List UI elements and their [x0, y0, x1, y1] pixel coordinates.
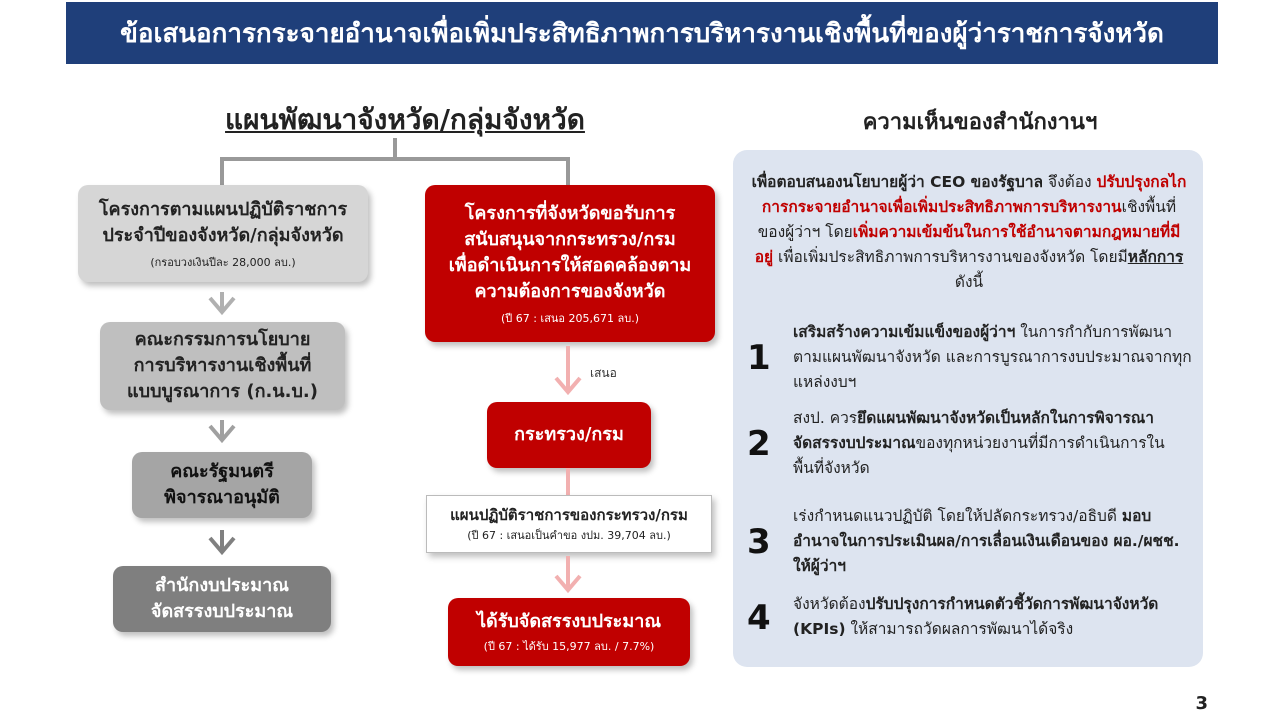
- point-1-rest: ในการกำกับการพัฒนาตามแผนพัฒนาจังหวัด และการบูรณาการงบประมาณจากทุกแหล่งงบฯ: [793, 323, 1192, 391]
- intro-part-7: หลักการ: [1127, 248, 1184, 266]
- down-arrow-icon: [206, 530, 238, 560]
- point-2-number: 2: [747, 424, 771, 464]
- intro-part-2: จึงต้อง: [1043, 173, 1092, 191]
- point-3-pre: เร่งกำหนดแนวปฏิบัติ โดยให้ปลัดกระทรวง/อธิบดี: [793, 507, 1122, 525]
- connector-pink: [566, 468, 570, 496]
- page-number: 3: [1195, 693, 1208, 714]
- point-1-text: [793, 320, 1193, 395]
- point-4-rest: ให้สามารถวัดผลการพัฒนาได้จริง: [845, 620, 1074, 638]
- intro-part-4: เชิงพื้นที่ของผู้ว่าฯ โดย: [757, 198, 1177, 241]
- gray-box-1-main: โครงการตามแผนปฏิบัติราชการ ประจำปีของจังหวัด/กลุ่มจังหวัด: [98, 198, 348, 246]
- slide-title: ข้อเสนอการกระจายอำนาจเพื่อเพิ่มประสิทธิภาพการบริหารงานเชิงพื้นที่ของผู้ว่าราชการจังหวัด: [66, 2, 1218, 64]
- gray-box-2-main: คณะกรรมการนโยบาย การบริหารงานเชิงพื้นที่ แบบบูรณาการ (ก.น.บ.): [127, 329, 318, 402]
- connector-horizontal: [220, 157, 570, 161]
- down-arrow-icon: [206, 292, 238, 320]
- connector-left-drop: [220, 157, 224, 185]
- red-box-ministry: [487, 402, 651, 468]
- gray-box-knb-committee: [100, 322, 345, 410]
- propose-label: เสนอ: [590, 366, 617, 380]
- down-arrow-icon: [206, 420, 238, 446]
- opinion-panel: [733, 150, 1203, 667]
- gray-box-4-main: สำนักงบประมาณ จัดสรรงบประมาณ: [150, 575, 294, 622]
- red-box-4-main: ได้รับจัดสรรงบประมาณ: [476, 611, 662, 632]
- point-1-bold: เสริมสร้างความเข้มแข็งของผู้ว่าฯ: [793, 323, 1016, 341]
- down-arrow-icon: [552, 556, 584, 596]
- point-1-number: 1: [747, 338, 771, 378]
- connector-right-drop: [566, 157, 570, 185]
- intro-paragraph: [751, 170, 1187, 295]
- gray-box-budget-bureau: [113, 566, 331, 632]
- point-2-pre: สงป. ควร: [793, 409, 858, 427]
- gray-box-3-main: คณะรัฐมนตรี พิจารณาอนุมัติ: [164, 461, 280, 508]
- right-heading: ความเห็นของสำนักงานฯ: [862, 110, 1098, 135]
- point-2-text: [793, 406, 1193, 481]
- red-box-2-main: กระทรวง/กรม: [514, 424, 624, 445]
- intro-part-8: ดังนี้: [954, 273, 984, 291]
- point-3-text: [793, 504, 1193, 579]
- white-box-main: แผนปฏิบัติราชการของกระทรวง/กรม: [450, 505, 688, 524]
- red-box-allocated: [448, 598, 690, 666]
- intro-part-5: เพิ่มความเข้มข้นในการใช้อำนาจตามกฎหมายที่มีอยู่: [754, 223, 1181, 266]
- point-4-text: [793, 592, 1193, 642]
- white-box-sub: (ปี 67 : เสนอเป็นคำขอ งปม. 39,704 ลบ.): [467, 528, 671, 542]
- intro-part-1: เพื่อตอบสนองนโยบายผู้ว่า CEO ของรัฐบาล: [751, 173, 1044, 191]
- white-box-ministry-plan: [426, 495, 712, 553]
- down-arrow-icon: [552, 346, 584, 398]
- point-2-rest: ของทุกหน่วยงานที่มีการดำเนินการในพื้นที่จังหวัด: [793, 434, 1165, 477]
- point-4-number: 4: [747, 598, 771, 638]
- point-4-pre: จังหวัดต้อง: [793, 595, 866, 613]
- red-box-province-request: [425, 185, 715, 342]
- intro-part-3: ปรับปรุงกลไกการกระจายอำนาจเพื่อเพิ่มประสิทธิภาพการบริหารงาน: [761, 173, 1187, 216]
- intro-part-6: เพื่อเพิ่มประสิทธิภาพการบริหารงานของจังหวัด โดยมี: [773, 248, 1128, 266]
- point-3-bold: มอบอำนาจในการประเมินผล/การเลื่อนเงินเดือนของ ผอ./ผชช. ให้ผู้ว่าฯ: [793, 507, 1180, 575]
- point-2-bold: ยึดแผนพัฒนาจังหวัดเป็นหลักในการพิจารณาจัดสรรงบประมาณ: [793, 409, 1154, 452]
- red-box-4-sub: (ปี 67 : ได้รับ 15,977 ลบ. / 7.7%): [483, 640, 655, 653]
- red-box-1-sub: (ปี 67 : เสนอ 205,671 ลบ.): [500, 311, 640, 325]
- red-box-1-main: โครงการที่จังหวัดขอรับการ สนับสนุนจากกระทรวง/กรม เพื่อดำเนินการให้สอดคล้องตาม ความต้องการของจังหวัด: [448, 202, 692, 302]
- point-3-number: 3: [747, 522, 771, 562]
- gray-box-1-sub: (กรอบวงเงินปีละ 28,000 ลบ.): [150, 255, 296, 269]
- gray-box-cabinet: [132, 452, 312, 518]
- gray-box-province-projects: [78, 185, 368, 282]
- point-4-bold: ปรับปรุงการกำหนดตัวชี้วัดการพัฒนาจังหวัด (KPIs): [793, 595, 1159, 638]
- left-heading: แผนพัฒนาจังหวัด/กลุ่มจังหวัด: [225, 103, 585, 136]
